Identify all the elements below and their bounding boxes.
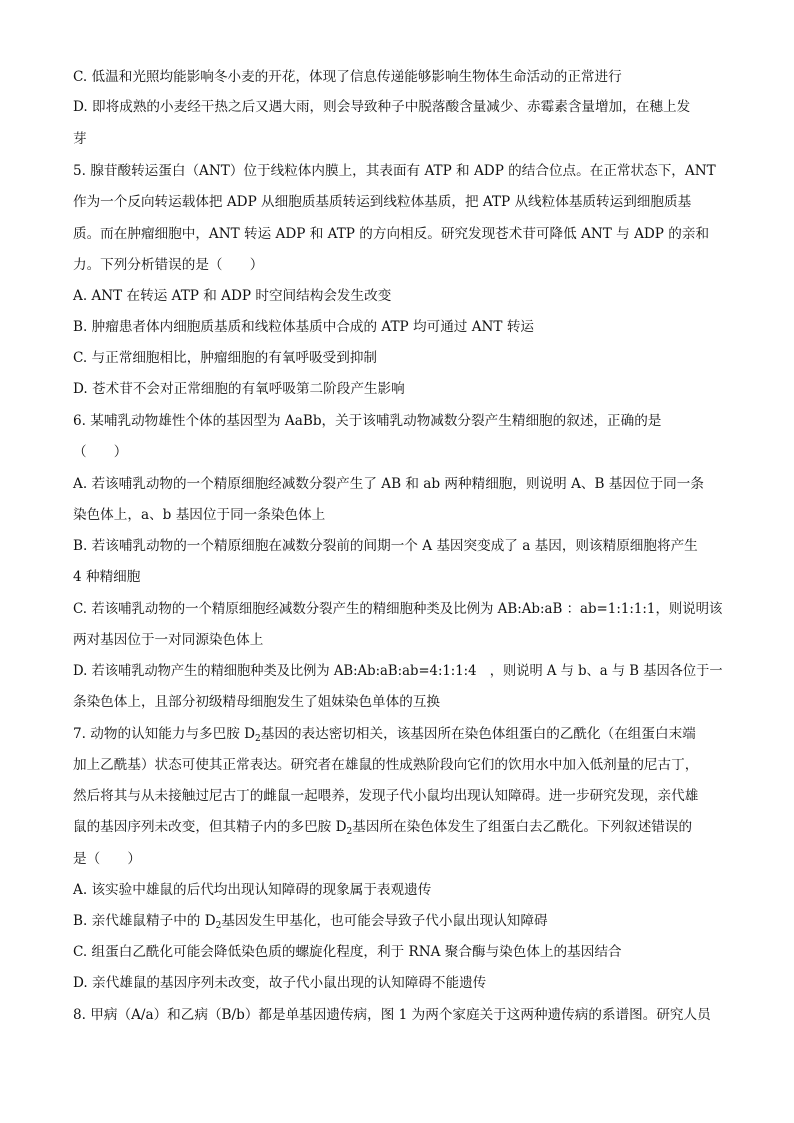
q4-option-d-line1: D. 即将成熟的小麦经干热之后又遇大雨，则会导致种子中脱落酸含量减少、赤霉素含量增加，在穗上发 [73,99,691,115]
q6-option-d-line1: D. 若该哺乳动物产生的精细胞种类及比例为 AB:Ab:aB:ab=4:1:1:4 ，则说明 A 与 b、a 与 B 基因各位于一 [73,663,723,679]
q5-stem-line4: 力。下列分析错误的是（ ） [73,257,264,273]
q7-option-d: D. 亲代雄鼠的基因序列未改变，故子代小鼠出现的认知障碍不能遗传 [73,975,487,991]
q5-stem-line1: 5. 腺苷酸转运蛋白（ANT）位于线粒体内膜上，其表面有 ATP 和 ADP 的结合位点。在正常状态下，ANT [73,163,716,179]
q7-stem-line1-b: 基因的表达密切相关，该基因所在染色体组蛋白的乙酰化（在组蛋白末端 [260,726,696,742]
q5-option-a: A. ANT 在转运 ATP 和 ADP 时空间结构会发生改变 [73,288,392,304]
q7-option-b-b: 基因发生甲基化，也可能会导致子代小鼠出现认知障碍 [221,913,548,929]
q6-option-b-line2: 4 种精细胞 [73,569,141,585]
q5-stem-line3: 质。而在肿瘤细胞中，ANT 转运 ADP 和 ATP 的方向相反。研究发现苍术苷可降低 ANT 与 ADP 的亲和 [73,226,710,242]
q7-stem-line4-subscript: 2 [346,827,353,837]
q6-option-c-line1: C. 若该哺乳动物的一个精原细胞经减数分裂产生的精细胞种类及比例为 AB:Ab:aB ：ab=1:1:1:1，则说明该 [73,601,723,617]
q7-stem-line5: 是（ ） [73,851,141,867]
q7-stem-line2: 加上乙酰基）状态可使其正常表达。研究者在雄鼠的性成熟阶段向它们的饮用水中加入低剂量的尼古丁， [73,757,699,773]
q7-stem-line1-a: 7. 动物的认知能力与多巴胺 D [73,726,256,742]
q6-option-a-line1: A. 若该哺乳动物的一个精原细胞经减数分裂产生了 AB 和 ab 两种精细胞，则说明 A、B 基因位于同一条 [73,476,704,492]
q7-stem-line4-a: 鼠的基因序列未改变，但其精子内的多巴胺 D [73,819,347,835]
q6-option-b-line1: B. 若该哺乳动物的一个精原细胞在减数分裂前的间期一个 A 基因突变成了 a 基因，则该精原细胞将产生 [73,538,698,554]
q7-option-b-a: B. 亲代雄鼠精子中的 D [73,913,216,929]
q7-stem-line3: 然后将其与从未接触过尼古丁的雌鼠一起喂养，发现子代小鼠均出现认知障碍。进一步研究发现，亲代雄 [73,788,699,804]
q7-stem-line1-subscript: 2 [255,734,261,744]
q5-option-c: C. 与正常细胞相比，肿瘤细胞的有氧呼吸受到抑制 [73,350,378,366]
q7-stem-line4 [73,818,692,836]
q4-option-c: C. 低温和光照均能影响冬小麦的开花，体现了信息传递能够影响生物体生命活动的正常进行 [73,69,622,85]
q5-option-d: D. 苍术苷不会对正常细胞的有氧呼吸第二阶段产生影响 [73,381,405,397]
q8-stem-line1: 8. 甲病（A/a）和乙病（B/b）都是单基因遗传病，图 1 为两个家庭关于这两种遗传病的系谱图。研究人员 [73,1007,711,1023]
q6-option-d-line2: 条染色体上，且部分初级精母细胞发生了姐妹染色单体的互换 [73,694,441,710]
q6-option-c-line2: 两对基因位于一对同源染色体上 [73,632,264,648]
q6-option-a-line2: 染色体上，a、b 基因位于同一条染色体上 [73,507,326,523]
q7-option-c: C. 组蛋白乙酰化可能会降低染色质的螺旋化程度，利于 RNA 聚合酶与染色体上的基因结合 [73,944,622,960]
q4-option-d-line2: 芽 [73,131,87,147]
q7-option-b [73,912,548,930]
q7-option-b-subscript: 2 [215,921,222,931]
q5-stem-line2: 作为一个反向转运载体把 ADP 从细胞质基质转运到线粒体基质，把 ATP 从线粒体基质转运到细胞质基 [73,194,692,210]
q7-stem-line4-b: 基因所在染色体发生了组蛋白去乙酰化。下列叙述错误的 [352,819,693,835]
q5-option-b: B. 肿瘤患者体内细胞质基质和线粒体基质中合成的 ATP 均可通过 ANT 转运 [73,319,535,335]
q6-stem-line2: （ ） [73,444,128,460]
q6-stem-line1: 6. 某哺乳动物雄性个体的基因型为 AaBb，关于该哺乳动物减数分裂产生精细胞的叙述，正确的是 [73,413,662,429]
q7-stem-line1 [73,725,696,743]
q7-option-a: A. 该实验中雄鼠的后代均出现认知障碍的现象属于表观遗传 [73,882,432,898]
